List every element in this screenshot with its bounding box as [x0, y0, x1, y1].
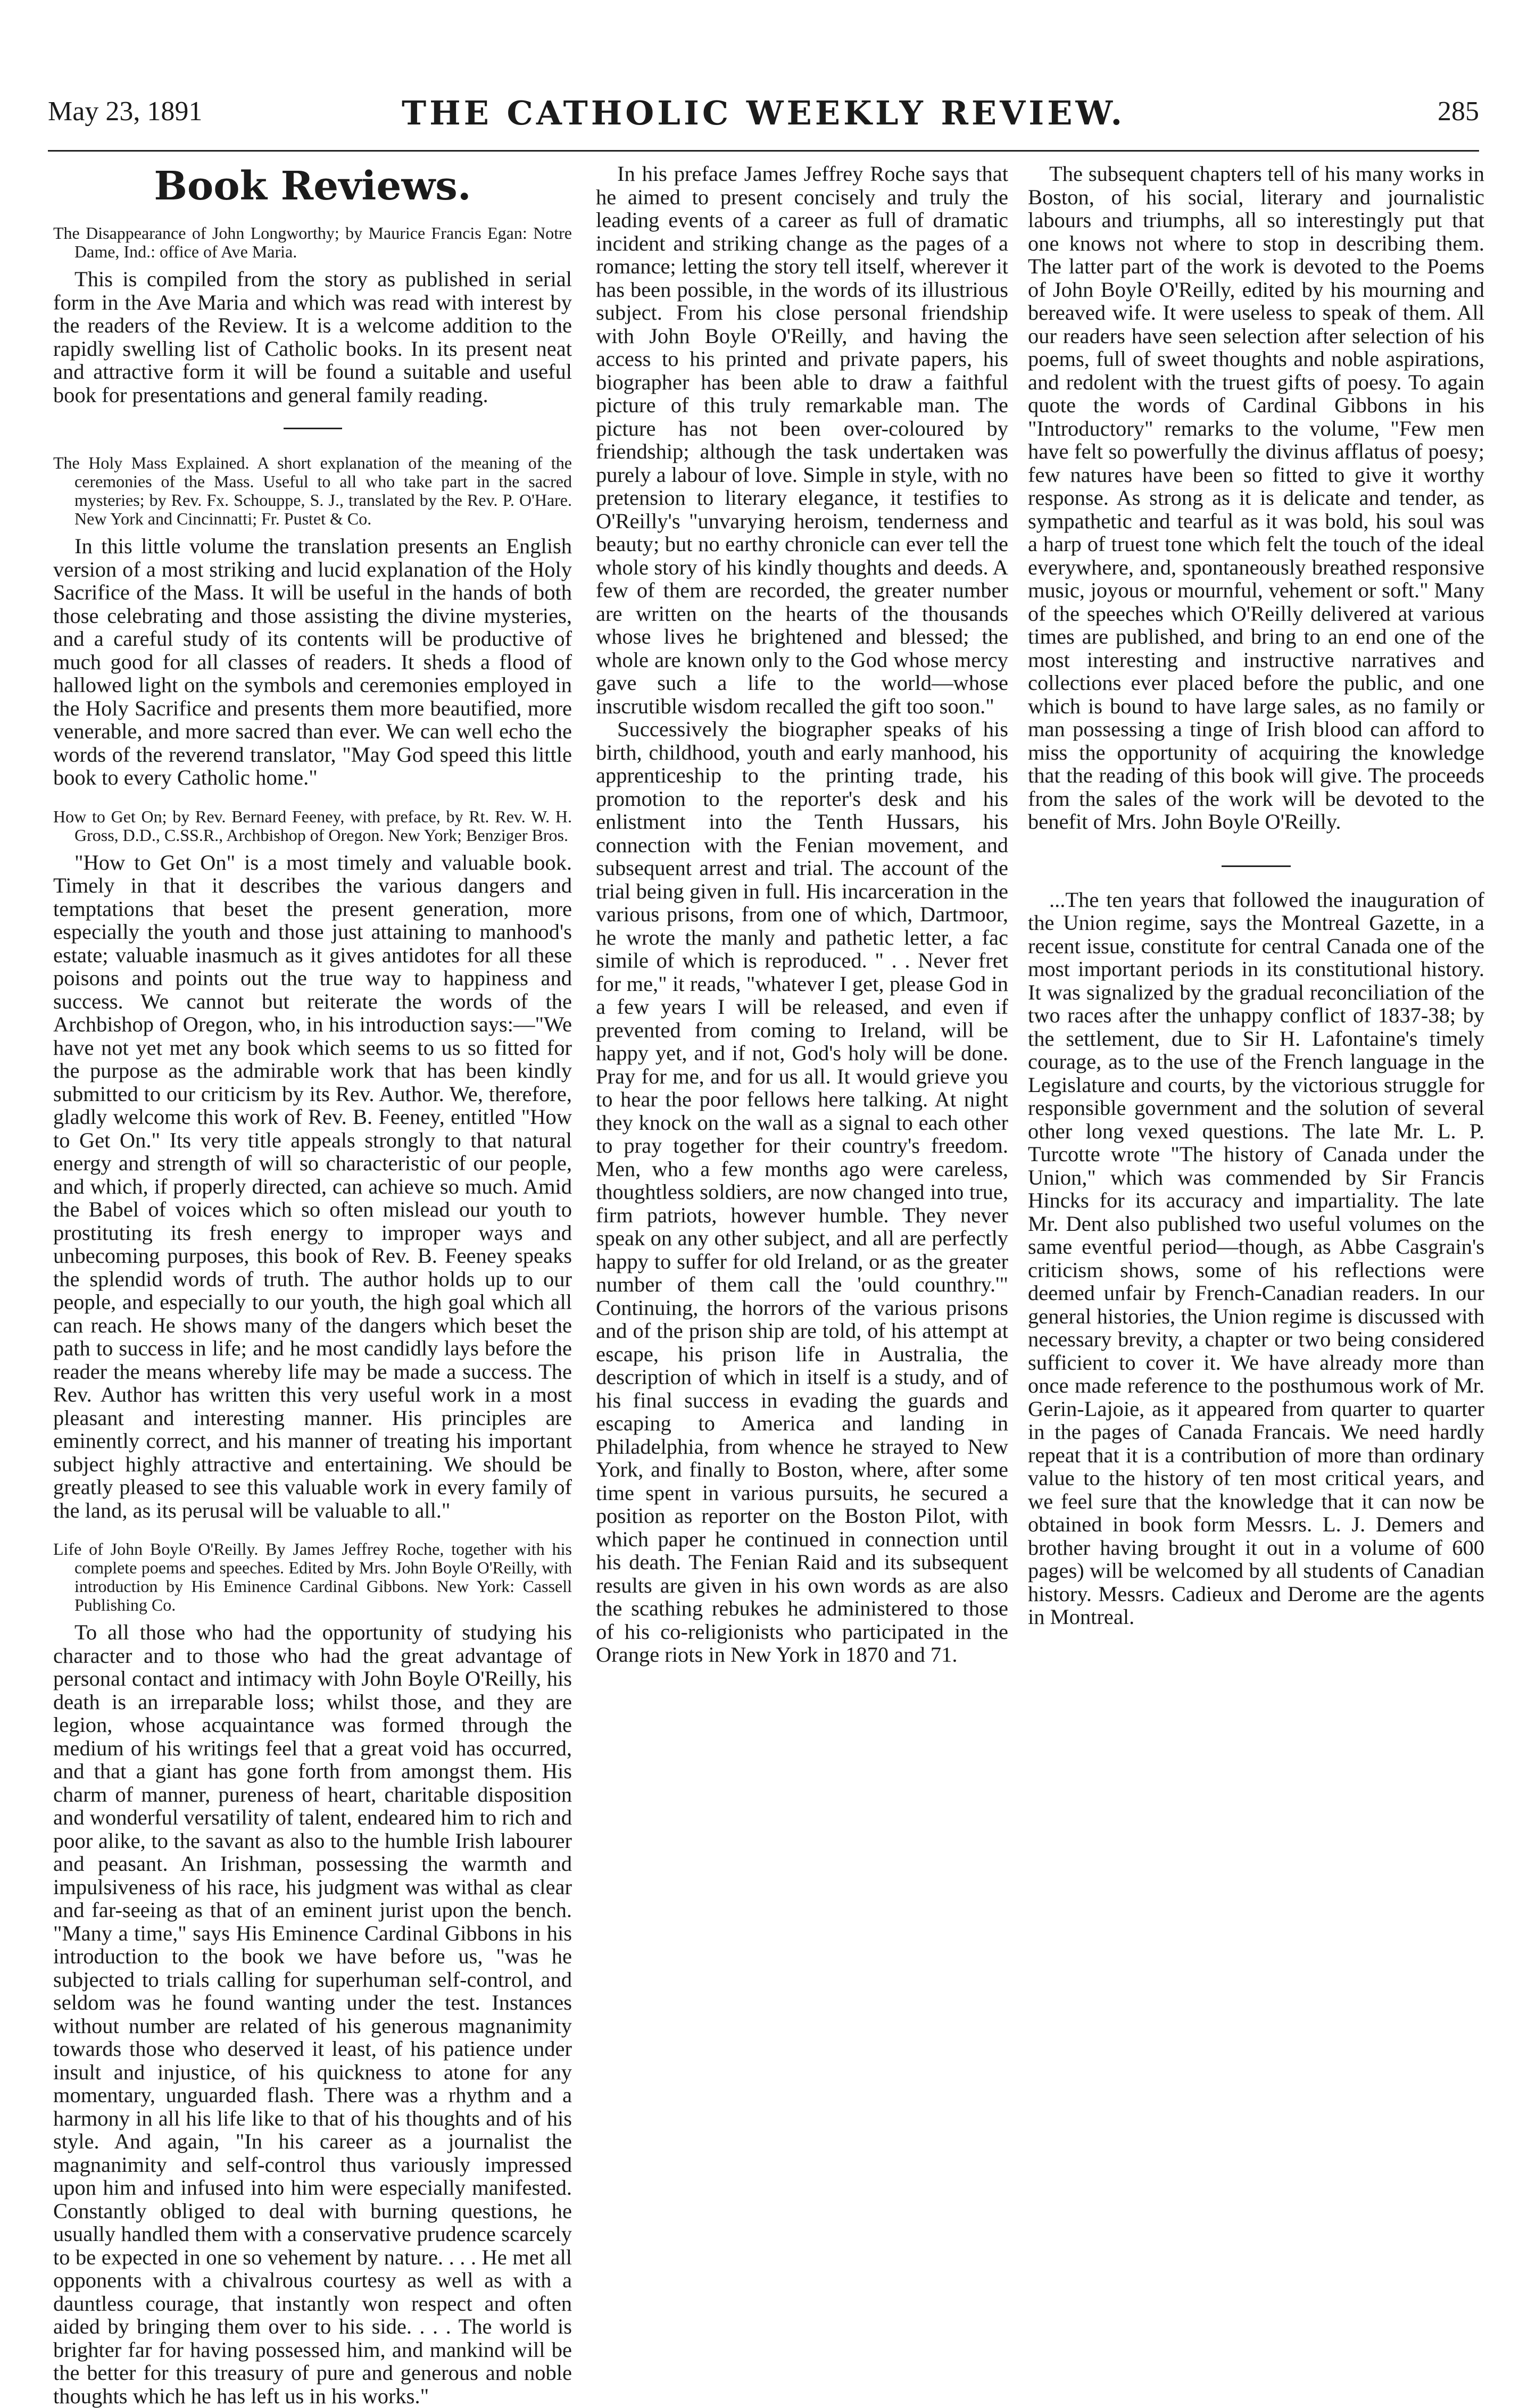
review-3-paragraph: "How to Get On" is a most timely and valuable book. Timely in that it describes the various dangers and temptations that beset the present generation, more especially the youth and those just attaining to manhood's estate; valuable inasmuch as it gives antidotes for all these poisons and points out the true way to happiness and success. We cannot but reiterate the words of the Archbishop of Oregon, who, in his introduction says:—"We have not yet met any book which seems to us so fitted for the purpose as the admirable work that has been kindly submitted to our criticism by its Rev. Author. We, therefore, gladly welcome this work of Rev. B. Feeney, entitled "How to Get On." Its very title appeals strongly to that natural energy and strength of will so characteristic of our people, and which, if properly directed, can achieve so much. Amid the Babel of voices which so often mislead our youth to prostituting its fresh energy to improper ways and unbecoming purposes, this book of Rev. B. Feeney speaks the splendid words of truth. The author holds up to our people, and especially to our youth, the high goal which all can reach. He shows many of the dangers which beset the path to success in life; and he most candidly lays before the reader the means whereby life may be made a success. The Rev. Author has written this very useful work in a most pleasant and interesting manner. His principles are eminently correct, and his manner of treating his important subject highly attractive and entertaining. We should be greatly pleased to see this valuable work in every family of the land, as its perusal will be valuable to all."	[53, 850, 572, 1522]
review-4-paragraph-4: The subsequent chapters tell of his many works in Boston, of his social, literary and journalistic labours and triumphs, all so interestingly put that one knows not where to stop in describing them. The latter part of the work is devoted to the Poems of John Boyle O'Reilly, edited by his mourning and bereaved wife. It were useless to speak of them. All our readers have seen selection after selection of his poems, full of sweet thoughts and noble aspirations, and redolent with the truest gifts of poesy. To again quote the words of Cardinal Gibbons in his "Introductory" remarks to the volume, "Few men have felt so powerfully the divinus afflatus of poesy; few natures have been so fitted to give it worthy response. As strong as it is delicate and tender, as sympathetic and tearful as it was bold, his soul was a harp of truest tone which felt the touch of the ideal everywhere, and, spontaneously breathed responsive music, joyous or mournful, vehement or soft." Many of the speeches which O'Reilly delivered at various times are published, and bring to an end one of the most interesting and instructive narratives and collections ever placed before the public, and one which is bound to have large sales, as no family or man possessing a tinge of Irish blood can afford to miss the opportunity of acquiring the knowledge that the reading of this book will give. The proceeds from the sales of the work will be devoted to the benefit of Mrs. John Boyle O'Reilly.	[1028, 162, 1484, 834]
review-1-title: The Disappearance of John Longworthy; by Maurice Francis Egan: Notre Dame, Ind.: office of Ave Maria.	[53, 223, 572, 261]
spacer	[53, 789, 572, 807]
review-divider	[284, 428, 342, 429]
review-2-title: The Holy Mass Explained. A short explanation of the meaning of the ceremonies of the Mass. Useful to all who take part in the sacred mysteries; by Rev. Fx. Schouppe, S. J., translated by the Rev. P. O'Hare. New York and Cincinnatti; Fr. Pustet & Co.	[53, 453, 572, 528]
review-4-paragraph-1: To all those who had the opportunity of studying his character and to those who had the great advantage of personal contact and intimacy with John Boyle O'Reilly, his death is an irreparable loss; whilst those, and they are legion, whose acquaintance was formed through the medium of his writings feel that a great void has occurred, and that a giant has gone forth from amongst them. His charm of manner, pureness of heart, charitable disposition and wonderful versatility of talent, endeared him to rich and poor alike, to the savant as also to the humble Irish labourer and peasant. An Irishman, possessing the warmth and impulsiveness of his race, his judgment was withal as clear and far-seeing as that of an eminent jurist upon the bench. "Many a time," says His Eminence Cardinal Gibbons in his introduction to the book we have before us, "was he subjected to trials calling for superhuman self-control, and seldom was he found wanting under the test. Instances without number are related of his generous magnanimity towards those who deserved it least, of his patience under insult and injustice, of his quickness to atone for any momentary, unguarded flash. There was a rhythm and a harmony in all his life like to that of his thoughts and of his style. And again, "In his career as a journalist the magnanimity and self-control thus variously impressed upon him and infused into him were especially manifested. Constantly obliged to deal with burning questions, he usually handled them with a conservative prudence scarcely to be expected in one so vehement by nature. . . . He met all opponents with a chivalrous courtesy as well as with a dauntless courage, that instantly won respect and often aided by bringing them over to his side. . . . The world is brighter far for having possessed him, and mankind will be the better for this treasury of pure and generous and noble thoughts which he has left us in his works."	[53, 1620, 572, 2408]
review-4-paragraph-2: In his preface James Jeffrey Roche says that he aimed to present concisely and truly the leading events of a career as full of dramatic incident and striking change as the pages of a romance; letting the story tell itself, wherever it has been possible, in the words of its illustrious subject. From his close personal friendship with John Boyle O'Reilly, and having the access to his printed and private papers, his biographer has been able to draw a faithful picture of this truly remarkable man. The picture has not been over-coloured by friendship; although the task undertaken was purely a labour of love. Simple in style, with no pretension to literary elegance, it testifies to O'Reilly's "unvarying heroism, tenderness and beauty; but no earthy chronicle can ever tell the whole story of his kindly thoughts and deeds. A few of them are recorded, the greater number are written on the hearts of the thousands whose lives he brightened and blessed; the whole are known only to the God whose mercy gave such a life to the world—whose inscrutible wisdom recalled the gift too soon."	[596, 162, 1008, 718]
review-2-paragraph: In this little volume the translation presents an English version of a most striking and lucid explanation of the Holy Sacrifice of the Mass. It will be useful in the hands of both those celebrating and those assisting the divine mysteries, and a careful study of its contents will be productive of much good for all classes of readers. It sheds a flood of hallowed light on the symbols and ceremonies employed in the Holy Sacrifice and presents them more beautified, more venerable, and more sacred than ever. We can well echo the words of the reverend translator, "May God speed this little book to every Catholic home."	[53, 534, 572, 789]
column-3	[1028, 162, 1484, 2056]
review-1-paragraph: This is compiled from the story as published in serial form in the Ave Maria and which was read with interest by the readers of the Review. It is a welcome addition to the rapidly swelling list of Catholic books. In its present neat and attractive form it will be found a suitable and useful book for presentations and general family reading.	[53, 267, 572, 407]
masthead	[48, 96, 1479, 146]
spacer	[53, 1522, 572, 1540]
review-4-paragraph-3: Successively the biographer speaks of his birth, childhood, youth and early manhood, his apprenticeship to the printing trade, his promotion to the reporter's desk and his enlistment into the Tenth Hussars, his connection with the Fenian movement, and subsequent arrest and trial. The account of the trial being given in full. His incarceration in the various prisons, from one of which, Dartmoor, he wrote the manly and pathetic letter, a fac simile of which is reproduced. " . . Never fret for me," it reads, "whatever I get, please God in a few years I will be released, and even if prevented from coming to Ireland, will be happy yet, and if not, God's holy will be done. Pray for me, and for us all. It would grieve you to hear the poor fellows here talking. At night they knock on the wall as a signal to each other to pray together for their country's freedom. Men, who a few months ago were careless, thoughtless soldiers, are now changed into true, firm patriots, however humble. They never speak on any other subject, and all are perfectly happy to suffer for old Ireland, or as the greater number of them call the 'ould counthry.'" Continuing, the horrors of the various prisons and of the prison ship are told, of his attempt at escape, his prison life in Australia, the description of which in itself is a study, and of his final success in evading the guards and escaping to America and landing in Philadelphia, from whence he strayed to New York, and finally to Boston, where, after some time spent in various pursuits, he secured a position as reporter on the Boston Pilot, with which paper he continued in connection until his death. The Fenian Raid and its subsequent results are given in his own words as are also the scathing rebukes he administered to those of his co-religionists who participated in the Orange riots in New York in 1870 and 71.	[596, 717, 1008, 1667]
section-divider	[1222, 865, 1291, 867]
publication-title: THE CATHOLIC WEEKLY REVIEW.	[401, 94, 1126, 132]
section-heading: Book Reviews.	[154, 163, 471, 209]
closing-note: ...The ten years that followed the inauguration of the Union regime, says the Montreal Gazette, in a recent issue, constitute for central Canada one of the most important periods in its constitutional history. It was signalized by the gradual reconciliation of the two races after the unhappy conflict of 1837-38; by the settlement, due to Sir H. Lafontaine's timely courage, as to the use of the French language in the Legislature and courts, by the victorious struggle for responsible government and the solution of several other long vexed questions. The late Mr. L. P. Turcotte wrote "The history of Canada under the Union," which was commended by Sir Francis Hincks for its accuracy and impartiality. The late Mr. Dent also published two useful volumes on the same eventful period—though, as Abbe Casgrain's criticism shows, some of his reflections were deemed unfair by French-Canadian readers. In our general histories, the Union regime is discussed with necessary brevity, a chapter or two being considered sufficient to cover it. We have already more than once made reference to the posthumous work of Mr. Gerin-Lajoie, as it appeared from quarter to quarter in the pages of Canada Francais. We need hardly repeat that it is a contribution of more than ordinary value to the history of ten most critical years, and we feel sure that the knowledge that it can now be obtained in book form Messrs. L. J. Demers and brother having brought it out in a volume of 600 pages) will be welcomed by all students of Canadian history. Messrs. Cadieux and Derome are the agents in Montreal.	[1028, 887, 1484, 1629]
masthead-rule	[48, 150, 1479, 152]
column-2	[596, 162, 1008, 2056]
review-3-title: How to Get On; by Rev. Bernard Feeney, with preface, by Rt. Rev. W. H. Gross, D.D., C.SS.R., Archbishop of Oregon. New York; Benziger Bros.	[53, 806, 572, 845]
issue-date: May 23, 1891	[48, 96, 203, 127]
page-number: 285	[1438, 96, 1479, 127]
review-4-title: Life of John Boyle O'Reilly. By James Jeffrey Roche, together with his complete poems and speeches. Edited by Mrs. John Boyle O'Reilly, with introduction by His Eminence Cardinal Gibbons. New York: Cassell Publishing Co.	[53, 1539, 572, 1614]
column-1	[53, 162, 572, 2408]
